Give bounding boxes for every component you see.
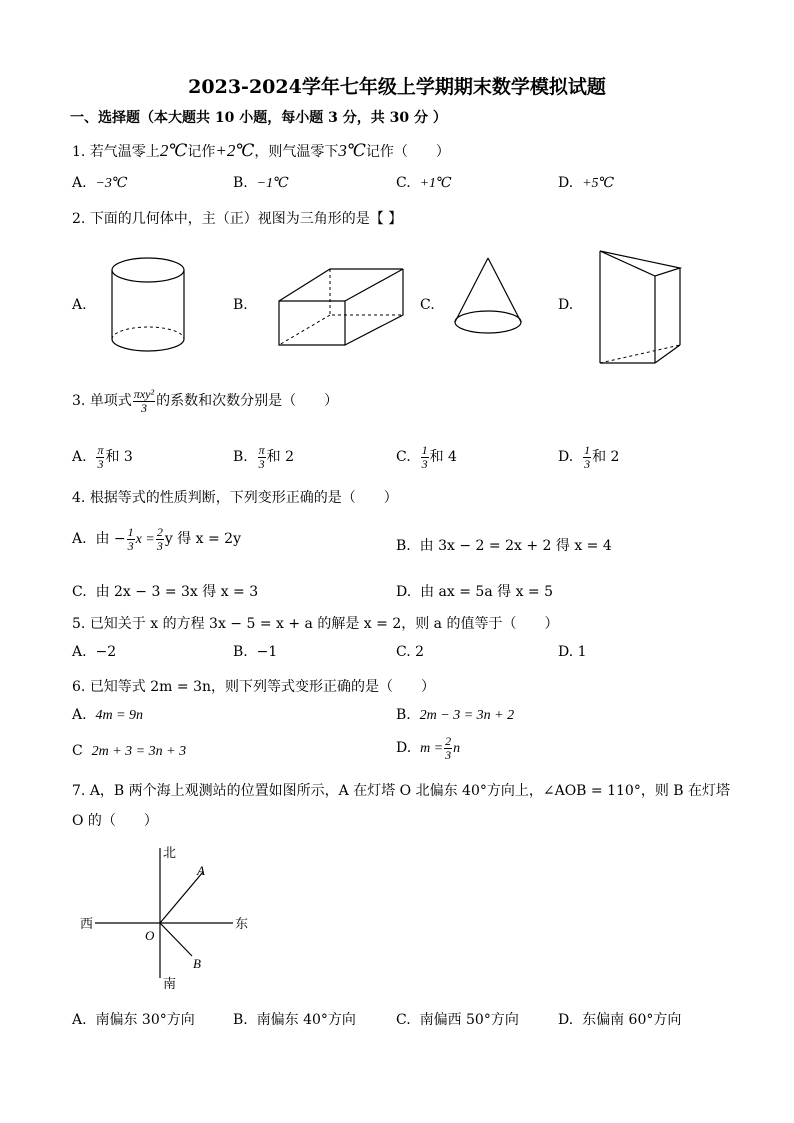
- option-label: C.: [396, 644, 411, 660]
- option-fraction: [583, 444, 591, 470]
- option-text: −1℃: [256, 176, 289, 191]
- q1-text-4: 记作（ ）: [365, 144, 450, 160]
- option-text: 和 3: [105, 449, 133, 466]
- option-text: +1℃: [419, 176, 452, 191]
- q3-monomial-fraction: [133, 388, 155, 414]
- fraction-denominator: 3: [127, 538, 134, 553]
- point-a-label: A: [197, 863, 205, 878]
- fraction-denominator: 3: [421, 456, 428, 471]
- option-label: C.: [72, 584, 87, 600]
- option-text: 由 2x − 3 = 3x 得 x = 3: [95, 584, 259, 600]
- option-text: 南偏西 50°方向: [419, 1012, 519, 1028]
- section-heading: 一、选择题（本大题共 10 小题，每小题 3 分，共 30 分 ）: [70, 110, 447, 126]
- q4-text: 根据等式的性质判断，下列变形正确的是（ ）: [89, 490, 398, 506]
- option-text: −2: [95, 644, 117, 660]
- q1-number: 1.: [72, 144, 86, 160]
- q3-text-1: 单项式: [89, 393, 132, 410]
- q5-option-c[interactable]: [396, 644, 424, 660]
- option-label: D.: [396, 584, 412, 600]
- q1-option-a[interactable]: [72, 175, 128, 192]
- question-4: [72, 487, 398, 507]
- west-label: 西: [80, 917, 94, 932]
- question-3: [72, 388, 338, 414]
- q7-option-c[interactable]: [396, 1009, 519, 1029]
- option-label: A.: [72, 175, 87, 191]
- fraction-denominator: 3: [445, 747, 452, 762]
- option-fraction: [156, 526, 164, 552]
- option-label: C.: [396, 175, 411, 191]
- option-text: +5℃: [582, 176, 615, 191]
- cuboid-figure: [275, 265, 415, 355]
- question-5: [72, 613, 558, 633]
- q7-option-b[interactable]: [233, 1009, 356, 1029]
- q1-text-1: 若气温零上: [89, 144, 160, 160]
- question-6: [72, 676, 435, 696]
- option-text: x =: [135, 532, 155, 548]
- q4-number: 4.: [72, 490, 86, 506]
- option-fraction: [258, 444, 266, 470]
- compass-diagram: [75, 840, 265, 1000]
- q7-option-d[interactable]: [558, 1009, 681, 1029]
- q2-option-b[interactable]: B.: [233, 297, 248, 313]
- option-label: B.: [233, 644, 248, 660]
- option-text: −3℃: [95, 176, 128, 191]
- option-label: A.: [72, 1012, 87, 1028]
- option-label: B.: [233, 175, 248, 191]
- q1-text-2: 记作: [187, 144, 216, 160]
- option-label: B.: [233, 449, 248, 466]
- q4-option-d[interactable]: [396, 581, 553, 601]
- q6-number: 6.: [72, 679, 86, 695]
- q1-text-3: ，则气温零下: [254, 144, 339, 160]
- option-label: D.: [558, 449, 574, 466]
- q1-value-3: 3℃: [338, 141, 366, 160]
- option-text: 由 3x − 2 = 2x + 2 得 x = 4: [419, 538, 612, 554]
- q3-number: 3.: [72, 393, 86, 410]
- option-text: 和 4: [429, 449, 457, 466]
- q5-option-b[interactable]: [233, 644, 277, 660]
- q4-option-c[interactable]: [72, 581, 258, 601]
- point-o-label: O: [145, 928, 155, 943]
- q1-option-d[interactable]: [558, 175, 614, 192]
- fraction-denominator: 3: [97, 456, 104, 471]
- q2-option-c[interactable]: C.: [420, 297, 435, 313]
- option-text: 和 2: [266, 449, 295, 466]
- question-1: [72, 141, 450, 161]
- q7-text-line-1: A，B 两个海上观测站的位置如图所示，A 在灯塔 O 北偏东 40°方向上，∠AOB = 110°，则 B 在灯塔: [89, 783, 731, 799]
- ray-oa: [160, 872, 203, 923]
- option-text: 2: [415, 644, 425, 660]
- q6-option-d[interactable]: [396, 735, 460, 761]
- option-text: 1: [577, 644, 587, 660]
- q5-option-d[interactable]: [558, 644, 587, 660]
- fraction-denominator: 3: [140, 400, 147, 415]
- q7-number: 7.: [72, 783, 86, 799]
- q5-option-a[interactable]: [72, 644, 116, 660]
- option-text: 东偏南 60°方向: [582, 1012, 682, 1028]
- option-text: m =: [420, 741, 444, 757]
- fraction-numerator: 2: [156, 525, 163, 539]
- option-label: A.: [72, 531, 87, 548]
- q4-option-b[interactable]: [396, 535, 612, 555]
- option-label: B.: [233, 1012, 248, 1028]
- option-label: D.: [558, 175, 574, 191]
- option-fraction: [127, 526, 135, 552]
- south-label: 南: [163, 977, 177, 992]
- q3-option-c[interactable]: [396, 444, 457, 470]
- option-label: B.: [396, 707, 411, 723]
- option-text: y 得 x = 2y: [164, 531, 241, 548]
- option-label: A.: [72, 449, 87, 466]
- q7-option-a[interactable]: [72, 1009, 195, 1029]
- q6-option-a[interactable]: [72, 707, 143, 724]
- q3-option-d[interactable]: [558, 444, 619, 470]
- q5-number: 5.: [72, 616, 86, 632]
- option-label: D.: [558, 1012, 574, 1028]
- fraction-numerator: π: [97, 443, 104, 457]
- q2-text: 下面的几何体中，主（正）视图为三角形的是【 】: [89, 211, 403, 227]
- option-label: A.: [72, 707, 87, 723]
- option-label: B.: [396, 538, 411, 554]
- cylinder-figure: [105, 255, 195, 355]
- q1-value-1: 2℃: [159, 141, 188, 160]
- q2-number: 2.: [72, 211, 86, 227]
- option-fraction: [421, 444, 429, 470]
- option-text: 南偏东 40°方向: [256, 1012, 356, 1028]
- option-fraction: [444, 735, 452, 761]
- q5-text: 已知关于 x 的方程 3x − 5 = x + a 的解是 x = 2，则 a 的值等于（ ）: [89, 616, 559, 632]
- q1-option-c[interactable]: [396, 175, 452, 192]
- option-fraction: [96, 444, 104, 470]
- option-text: 4m = 9n: [95, 708, 144, 723]
- option-label: D.: [396, 740, 412, 757]
- option-label: A.: [72, 644, 87, 660]
- q1-value-2: +2℃: [215, 141, 255, 160]
- question-2: [72, 208, 402, 228]
- fraction-numerator: π: [258, 443, 265, 457]
- option-text: −1: [256, 644, 278, 660]
- q6-text: 已知等式 2m = 3n，则下列等式变形正确的是（ ）: [89, 679, 435, 695]
- option-text: 2m − 3 = 3n + 2: [419, 708, 515, 723]
- cone-figure: [452, 255, 532, 345]
- q7-text-line-2: O 的（ ）: [72, 813, 158, 829]
- east-label: 东: [235, 917, 249, 932]
- option-text: n: [453, 741, 461, 757]
- q6-option-b[interactable]: [396, 707, 514, 724]
- fraction-numerator: 1: [421, 443, 428, 457]
- fraction-denominator: 3: [584, 456, 591, 471]
- question-7: [72, 780, 730, 800]
- option-text: 和 2: [592, 449, 620, 466]
- option-label: C.: [396, 1012, 411, 1028]
- option-text: 由 −: [95, 531, 126, 548]
- triangular-prism-figure: [597, 248, 687, 370]
- q2-option-d[interactable]: D.: [558, 297, 574, 313]
- option-label: D.: [558, 644, 574, 660]
- q4-option-a[interactable]: [72, 526, 241, 552]
- q3-option-a[interactable]: [72, 444, 133, 470]
- fraction-numerator: πxy²: [133, 387, 155, 401]
- fraction-numerator: 1: [127, 525, 134, 539]
- page-title: 2023-2024学年七年级上学期期末数学模拟试题: [188, 76, 606, 98]
- option-text: 2m + 3 = 3n + 3: [91, 744, 187, 759]
- option-label: C: [72, 743, 83, 759]
- point-b-label: B: [193, 956, 201, 971]
- option-label: C.: [396, 449, 411, 466]
- q1-option-b[interactable]: [233, 175, 289, 192]
- north-label: 北: [163, 846, 177, 861]
- fraction-denominator: 3: [258, 456, 265, 471]
- q6-option-c[interactable]: [72, 743, 186, 760]
- fraction-numerator: 1: [584, 443, 591, 457]
- q3-option-b[interactable]: [233, 444, 294, 470]
- fraction-denominator: 3: [156, 538, 163, 553]
- fraction-numerator: 2: [445, 734, 452, 748]
- ray-ob: [160, 923, 192, 956]
- q3-text-2: 的系数和次数分别是（ ）: [156, 393, 339, 410]
- q2-option-a[interactable]: A.: [72, 297, 87, 313]
- option-text: 由 ax = 5a 得 x = 5: [420, 584, 554, 600]
- option-text: 南偏东 30°方向: [95, 1012, 195, 1028]
